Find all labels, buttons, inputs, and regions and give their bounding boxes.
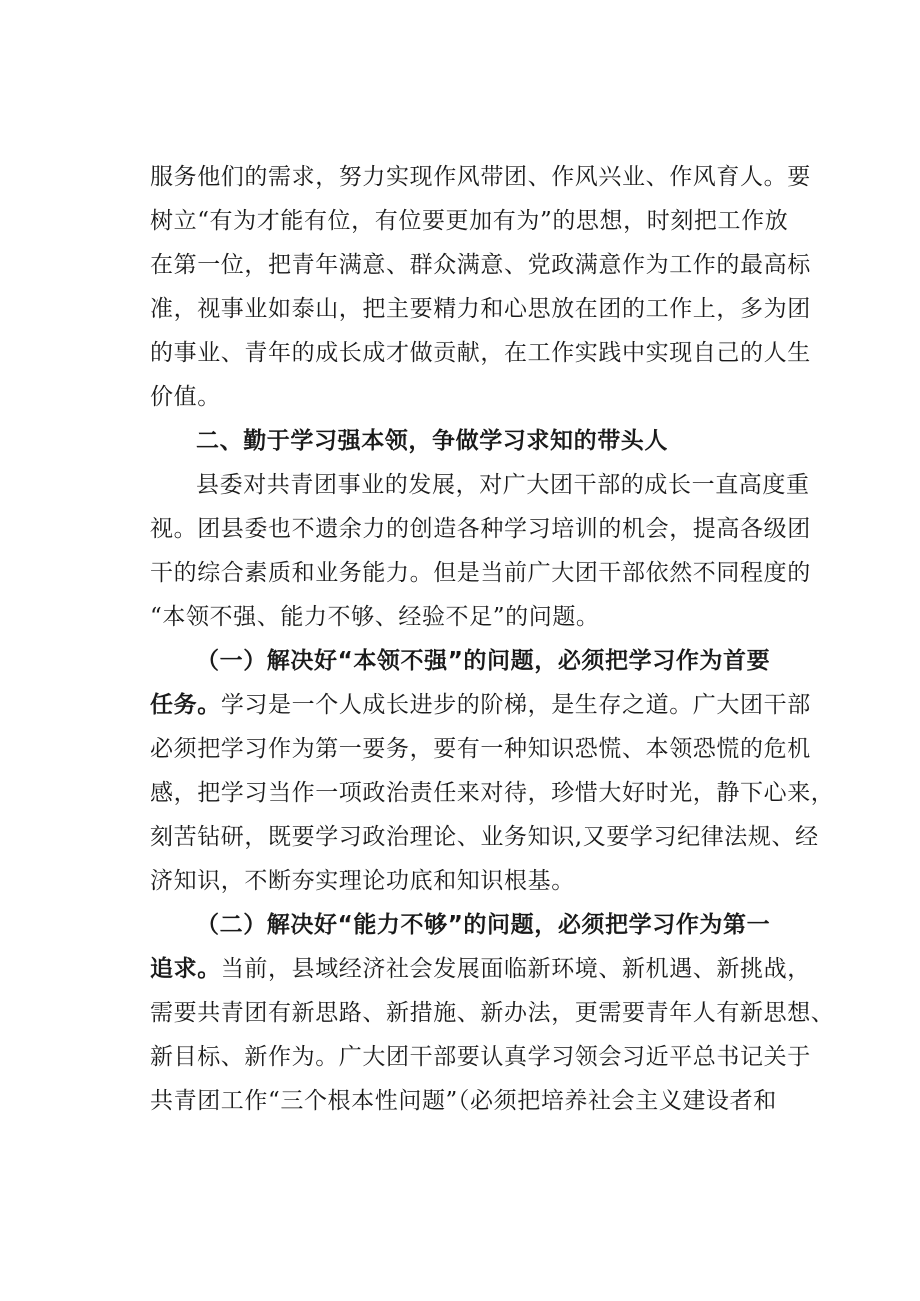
paragraph-line: 共青团工作“三个根本性问题”（必须把培养社会主义建设者和 <box>150 1088 777 1114</box>
paragraph-text: 当前，县域经济社会发展面临新环境、新机遇、新挑战， <box>220 956 811 982</box>
paragraph-line: 视。团县委也不遗余力的创造各种学习培训的机会，提高各级团 <box>150 516 811 542</box>
paragraph-text: 学习是一个人成长进步的阶梯，是生存之道。广大团干部 <box>220 692 811 718</box>
paragraph-line: 刻苦钻研，既要学习政治理论、业务知识,又要学习纪律法规、经 <box>150 824 819 850</box>
paragraph-line: 需要共青团有新思路、新措施、新办法，更需要青年人有新思想、 <box>150 1000 835 1026</box>
paragraph-line: 的事业、青年的成长成才做贡献，在工作实践中实现自己的人生 <box>150 340 811 366</box>
paragraph-line: 价值。 <box>150 384 221 410</box>
subsection-heading-tail: 任务。 <box>150 692 221 718</box>
paragraph-line: 服务他们的需求，努力实现作风带团、作风兴业、作风育人。要 <box>150 164 811 190</box>
paragraph-line: 感，把学习当作一项政治责任来对待，珍惜大好时光，静下心来， <box>150 780 835 806</box>
paragraph-line: 必须把学习作为第一要务，要有一种知识恐慌、本领恐慌的危机 <box>150 736 811 762</box>
paragraph-line: 新目标、新作为。广大团干部要认真学习领会习近平总书记关于 <box>150 1044 811 1070</box>
paragraph-line <box>150 685 811 725</box>
paragraph-line: 干的综合素质和业务能力。但是当前广大团干部依然不同程度的 <box>150 560 811 586</box>
paragraph-line: 树立“有为才能有位，有位要更加有为”的思想，时刻把工作放 <box>150 208 789 234</box>
paragraph-line: 济知识，不断夯实理论功底和知识根基。 <box>150 868 575 894</box>
section-heading: 二、勤于学习强本领，争做学习求知的带头人 <box>196 428 668 454</box>
subsection-heading: （二）解决好“能力不够”的问题，必须把学习作为第一 <box>196 912 771 938</box>
paragraph-line: “本领不强、能力不够、经验不足”的问题。 <box>150 604 600 630</box>
paragraph-line <box>150 949 811 989</box>
paragraph-line: 县委对共青团事业的发展，对广大团干部的成长一直高度重 <box>196 472 810 498</box>
subsection-heading-tail: 追求。 <box>150 956 221 982</box>
subsection-heading: （一）解决好“本领不强”的问题，必须把学习作为首要 <box>196 648 771 674</box>
paragraph-line: 准，视事业如泰山，把主要精力和心思放在团的工作上，多为团 <box>150 296 811 322</box>
paragraph-line: 在第一位，把青年满意、群众满意、党政满意作为工作的最高标 <box>150 252 811 278</box>
